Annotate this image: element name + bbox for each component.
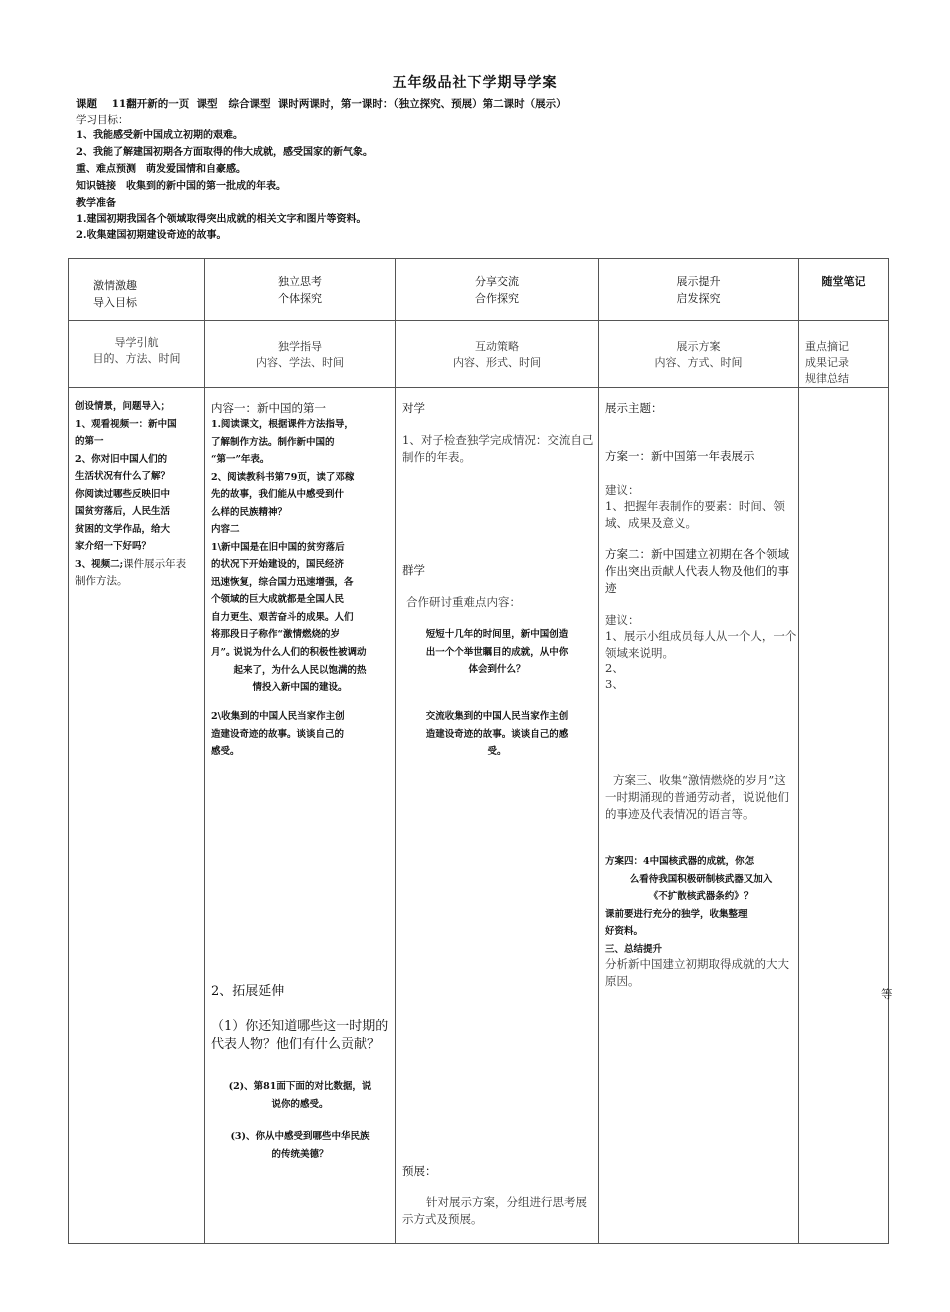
col1-line: 家介绍一下好吗？ xyxy=(75,541,152,552)
content-col1 xyxy=(69,388,205,1244)
content-col3 xyxy=(396,388,599,1244)
col1-courseware: 课件展示年表 xyxy=(123,557,187,570)
content-row xyxy=(69,388,889,1244)
subheader-row xyxy=(69,321,889,388)
type-label: 课型 xyxy=(196,98,218,110)
col4-line: 么看待我国积极研制核武器又加入 xyxy=(629,873,773,885)
col4-line: 方案四：4中国核武器的成就，你怎 xyxy=(605,856,755,867)
header-col5 xyxy=(799,259,889,321)
col3-yuzhan-text: 针对展示方案，分组进行思考展示方式及预展。 xyxy=(402,1195,587,1226)
col2-line: 的状况下开始建设的，国民经济 xyxy=(211,559,345,570)
col2-line: 了解制作方法。制作新中国的 xyxy=(211,436,335,448)
col2-line: 说说为什么人们的积极性被调动 xyxy=(233,647,367,658)
col2-line: 先的故事，我们能从中感受到什 xyxy=(211,489,345,500)
topic-value: 11翻开新的一页 xyxy=(111,98,190,110)
col2-content-title: 内容一：新中国的第一 xyxy=(211,401,326,415)
col3-yuzhan: 预展： xyxy=(402,1164,437,1178)
col2-line: 的传统美德？ xyxy=(271,1148,329,1160)
col4-suggest1-label: 建议： xyxy=(605,483,640,497)
content-col2 xyxy=(205,388,396,1244)
col4-suggest2-2: 2、 xyxy=(605,661,624,675)
subheader-col1-line1: 导学引航 xyxy=(114,336,159,349)
col4-summary: 分析新中国建立初期取得成就的大大原因。 xyxy=(605,957,789,988)
col3-question-2 xyxy=(398,708,596,761)
page-title: 五年级品社下学期导学案 xyxy=(392,75,558,91)
col4-plan4 xyxy=(605,853,797,941)
col1-text xyxy=(75,398,203,591)
col3-line: 出一个个举世瞩目的成就，从中你 xyxy=(425,646,569,658)
content-col4 xyxy=(599,388,799,1244)
col2-line: 月”。 xyxy=(211,646,236,658)
col2-line: 起来了，为什么人民以饱满的热 xyxy=(233,664,367,676)
header-col1-line1: 激情激趣 xyxy=(93,279,137,292)
prep-2: 2.收集建国初期建设奇迹的故事。 xyxy=(76,230,227,241)
col5-etc: 等 xyxy=(881,987,893,1001)
header-row xyxy=(69,259,889,321)
col3-duixue-text: 1、对子检查独学完成情况：交流自己制作的年表。 xyxy=(402,433,594,464)
subheader-col5-line1: 重点摘记 xyxy=(805,340,849,353)
col2-line: “第一”年表。 xyxy=(211,454,270,465)
subheader-col1-line2: 目的、方法、时间 xyxy=(92,352,181,365)
col4-suggest2: 1、展示小组成员每人从一个人，一个领域来说明。 xyxy=(605,629,797,660)
col2-extend-q1: （1）你还知道哪些这一时期的代表人物？他们有什么贡献？ xyxy=(211,1019,389,1052)
objective-1: 1、我能感受新中国成立初期的艰难。 xyxy=(76,130,243,141)
topic-label: 课题 xyxy=(76,98,97,110)
col1-line: 制作方法。 xyxy=(75,575,128,587)
col1-line: 贫困的文学作品，给大 xyxy=(75,523,171,535)
header-col4-line2: 启发探究 xyxy=(676,292,721,305)
col1-line: 你阅读过哪些反映旧中 xyxy=(75,488,171,500)
col3-question-1 xyxy=(398,626,596,679)
subheader-col2-line1: 独学指导 xyxy=(278,340,322,353)
type-value: 综合课型 xyxy=(228,98,271,110)
header-col4 xyxy=(599,259,799,321)
header-col2-line2: 个体探究 xyxy=(278,292,322,305)
col3-line: 交流收集到的中国人民当家作主创 xyxy=(425,711,569,722)
subheader-col2-line2: 内容、学法、时间 xyxy=(256,356,344,369)
col2-line: 说你的感受。 xyxy=(271,1098,329,1110)
col4-plan2: 方案二：新中国建立初期在各个领域作出突出贡献人代表人物及他们的事迹 xyxy=(605,547,789,595)
col1-line xyxy=(75,556,203,574)
content-col5 xyxy=(799,388,893,1244)
col2-line: 2\收集到的中国人民当家作主创 xyxy=(211,711,345,722)
subheader-col4 xyxy=(599,321,799,388)
subheader-col5-line2: 成果记录 xyxy=(805,356,849,369)
col3-line: 造建设奇迹的故事。谈谈自己的感 xyxy=(425,728,569,740)
col1-video2: 3、视频二; xyxy=(75,558,124,570)
col4-line: 课前要进行充分的独学，收集整理 xyxy=(605,908,748,920)
col1-line: 2、你对旧中国人们的 xyxy=(75,453,168,465)
col4-line: 好资料。 xyxy=(605,926,644,937)
subheader-col5-line3: 规律总结 xyxy=(805,372,849,385)
col2-line: 自力更生、艰苦奋斗的成果。人们 xyxy=(211,611,354,623)
col1-line: 国贫穷落后，人民生活 xyxy=(75,506,171,517)
col4-plan3: 方案三、收集“激情燃烧的岁月”这一时期涌现的普通劳动者，说说他们的事迹及代表情况的语言等。 xyxy=(605,773,789,821)
col5-body xyxy=(799,388,893,1243)
header-col2-line1: 独立思考 xyxy=(278,275,322,288)
knowledge-link: 知识链接 收集到的新中国的第一批成的年表。 xyxy=(76,181,286,192)
col2-line: (3)、你从中感受到哪些中华民族 xyxy=(230,1131,370,1142)
subheader-col2 xyxy=(205,321,396,388)
col4-suggest2-3: 3、 xyxy=(605,677,624,691)
header-col1 xyxy=(69,259,205,321)
col4-plan1: 方案一：新中国第一年表展示 xyxy=(605,449,755,463)
col4-suggest2-label: 建议： xyxy=(605,613,640,627)
subject-line xyxy=(76,96,567,112)
col3-line: 体会到什么？ xyxy=(468,664,526,675)
col2-extend-title: 2、拓展延伸 xyxy=(211,984,285,999)
subheader-col4-line1: 展示方案 xyxy=(676,340,721,353)
header-col2 xyxy=(205,259,396,321)
col2-line: (2)、第81面下面的对比数据，说 xyxy=(228,1081,372,1092)
col4-line: 《不扩散核武器条约》？ xyxy=(648,891,754,902)
col2-line: 造建设奇迹的故事。谈谈自己的 xyxy=(211,728,345,740)
col3-duixue: 对学 xyxy=(402,401,425,415)
header-col3 xyxy=(396,259,599,321)
col4-theme: 展示主题： xyxy=(605,401,663,415)
col1-line: 生活状况有什么了解？ xyxy=(75,471,171,482)
subheader-col3 xyxy=(396,321,599,388)
header-col3-line1: 分享交流 xyxy=(475,275,519,288)
col2-line: 内容二 xyxy=(211,524,240,535)
lesson-table xyxy=(68,258,893,1244)
col1-line: 1、观看视频一：新中国 xyxy=(75,418,177,430)
col2-text-b xyxy=(207,644,393,697)
col2-line: 2、阅读教科书第79页，读了邓稼 xyxy=(211,471,355,483)
col4-suggest1: 1、把握年表制作的要素：时间、领域、成果及意义。 xyxy=(605,499,785,530)
col4-body xyxy=(599,388,798,1243)
subheader-col4-line2: 内容、方式、时间 xyxy=(654,356,743,369)
col2-line: 1\新中国是在旧中国的贫穷落后 xyxy=(211,541,345,553)
prep-1: 1.建国初期我国各个领域取得突出成就的相关文字和图片等资料。 xyxy=(76,214,367,225)
subheader-col1 xyxy=(69,321,205,388)
objectives-label: 学习目标： xyxy=(76,114,129,126)
keypoints: 重、难点预测 萌发爱国情和自豪感。 xyxy=(76,164,246,175)
col2-line: 情投入新中国的建设。 xyxy=(252,682,348,693)
header-col4-line1: 展示提升 xyxy=(676,275,721,288)
prep-label: 教学准备 xyxy=(76,198,116,209)
col1-body xyxy=(69,388,204,1243)
col2-line: 将那段日子称作“激情燃烧的岁 xyxy=(211,629,340,640)
col3-line: 受。 xyxy=(487,746,507,757)
col2-body xyxy=(205,388,395,1243)
col2-line: 个领域的巨大成就都是全国人民 xyxy=(211,594,345,605)
subheader-col5 xyxy=(799,321,889,388)
col2-text-c xyxy=(211,708,394,761)
col2-extend-q2 xyxy=(207,1078,393,1113)
col3-qunxue-text: 合作研讨重难点内容： xyxy=(406,595,521,609)
header-col1-line2: 导入目标 xyxy=(93,296,137,309)
col2-line: 1.阅读课文，根据课件方法指导， xyxy=(211,419,354,430)
col2-text-a xyxy=(211,416,394,661)
col1-line: 创设情景，问题导入； xyxy=(75,401,171,412)
header-col3-line2: 合作探究 xyxy=(475,292,519,305)
subheader-col3-line2: 内容、形式、时间 xyxy=(453,356,541,369)
col2-extend-q3 xyxy=(207,1128,393,1163)
col4-summary-title: 三、总结提升 xyxy=(605,944,663,955)
col2-line: 么样的民族精神？ xyxy=(211,506,288,518)
hours-value: 课时两课时，第一课时：（独立探究、预展）第二课时（展示） xyxy=(277,98,567,110)
col2-line: 感受。 xyxy=(211,746,240,757)
col2-line: 迅速恢复，综合国力迅速增强，各 xyxy=(211,576,354,588)
subheader-col3-line1: 互动策略 xyxy=(475,340,519,353)
col3-qunxue: 群学 xyxy=(402,563,425,577)
objective-2: 2、我能了解建国初期各方面取得的伟大成就，感受国家的新气象。 xyxy=(76,147,373,158)
col1-line: 的第一 xyxy=(75,436,104,447)
col3-line: 短短十几年的时间里，新中国创造 xyxy=(425,629,569,640)
header-col5-line1: 随堂笔记 xyxy=(821,275,866,288)
col3-body xyxy=(396,388,598,1243)
